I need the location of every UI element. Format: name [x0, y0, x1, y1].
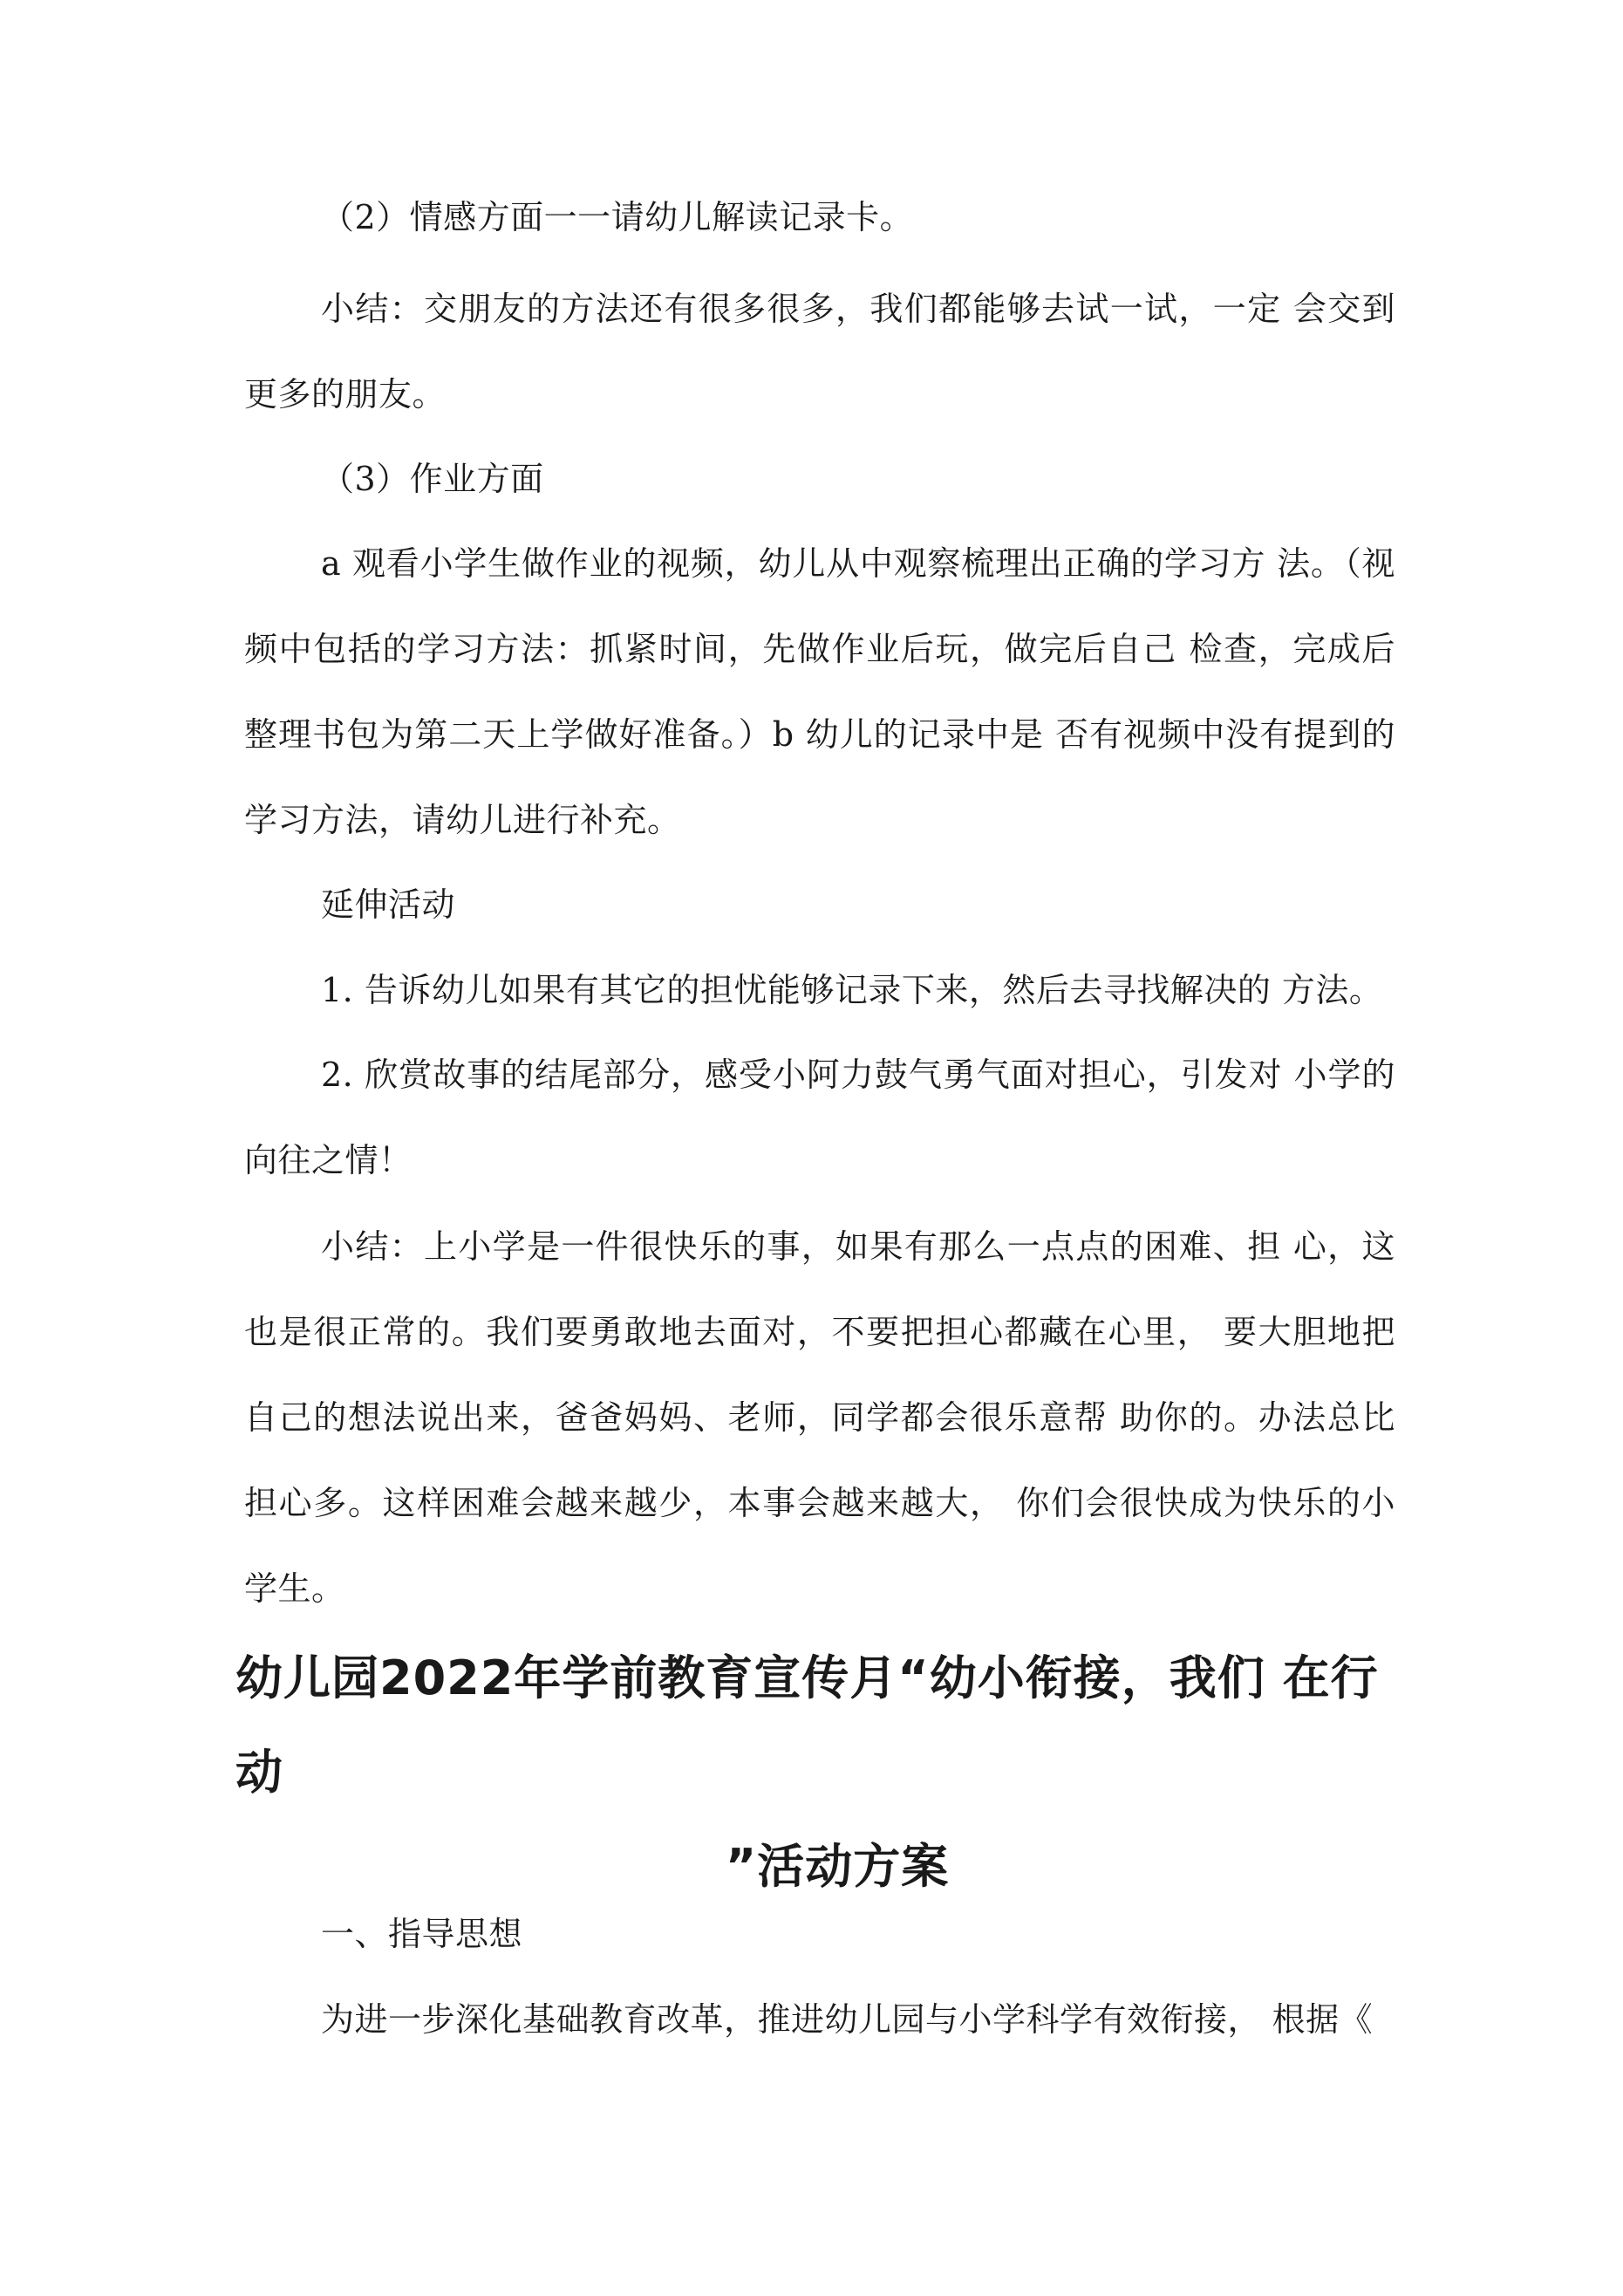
section-heading-guiding-ideology: 一、指导思想	[321, 1915, 523, 1953]
title-line-2: ”活动方案	[725, 1839, 950, 1894]
paragraph-summary-school: 小结：上小学是一件很快乐的事，如果有那么一点点的困难、担 心，这也是很正常的。我们要勇敢地去面对，不要把担心都藏在心里， 要大胆地把自己的想法说出来，爸爸妈妈、老师，同学都会很乐意帮 助你的。办法总比担心多。这样困难会越来越少，本事会越来越大， 你们会很快成为快乐的小学生。	[244, 1227, 1395, 1608]
document-title	[235, 1631, 1404, 1914]
paragraph-guiding-ideology: 为进一步深化基础教育改革，推进幼儿园与小学科学有效衔接， 根据《	[321, 2000, 1374, 2039]
title-line-1: 幼儿园2022年学前教育宣传月“幼小衔接，我们 在行动	[235, 1650, 1379, 1800]
paragraph-extension-item-1: 1. 告诉幼儿如果有其它的担忧能够记录下来，然后去寻找解决的 方法。	[321, 971, 1383, 1009]
paragraph-extension-item-2: 2. 欣赏故事的结尾部分，感受小阿力鼓气勇气面对担心，引发对 小学的向往之情！	[244, 1056, 1395, 1179]
paragraph-summary-friends: 小结：交朋友的方法还有很多很多，我们都能够去试一试，一定 会交到更多的朋友。	[244, 290, 1395, 413]
paragraph-homework-video: a 观看小学生做作业的视频，幼儿从中观察梳理出正确的学习方 法。（视频中包括的学习方法：抓紧时间，先做作业后玩，做完后自己 检查，完成后整理书包为第二天上学做好准备。）b 幼儿的记录中是 否有视频中没有提到的学习方法，请幼儿进行补充。	[244, 544, 1395, 839]
paragraph-homework-heading: （3）作业方面	[321, 460, 544, 498]
paragraph-emotion: （2）情感方面一一请幼儿解读记录卡。	[321, 198, 914, 236]
paragraph-extension-heading: 延伸活动	[321, 885, 456, 924]
